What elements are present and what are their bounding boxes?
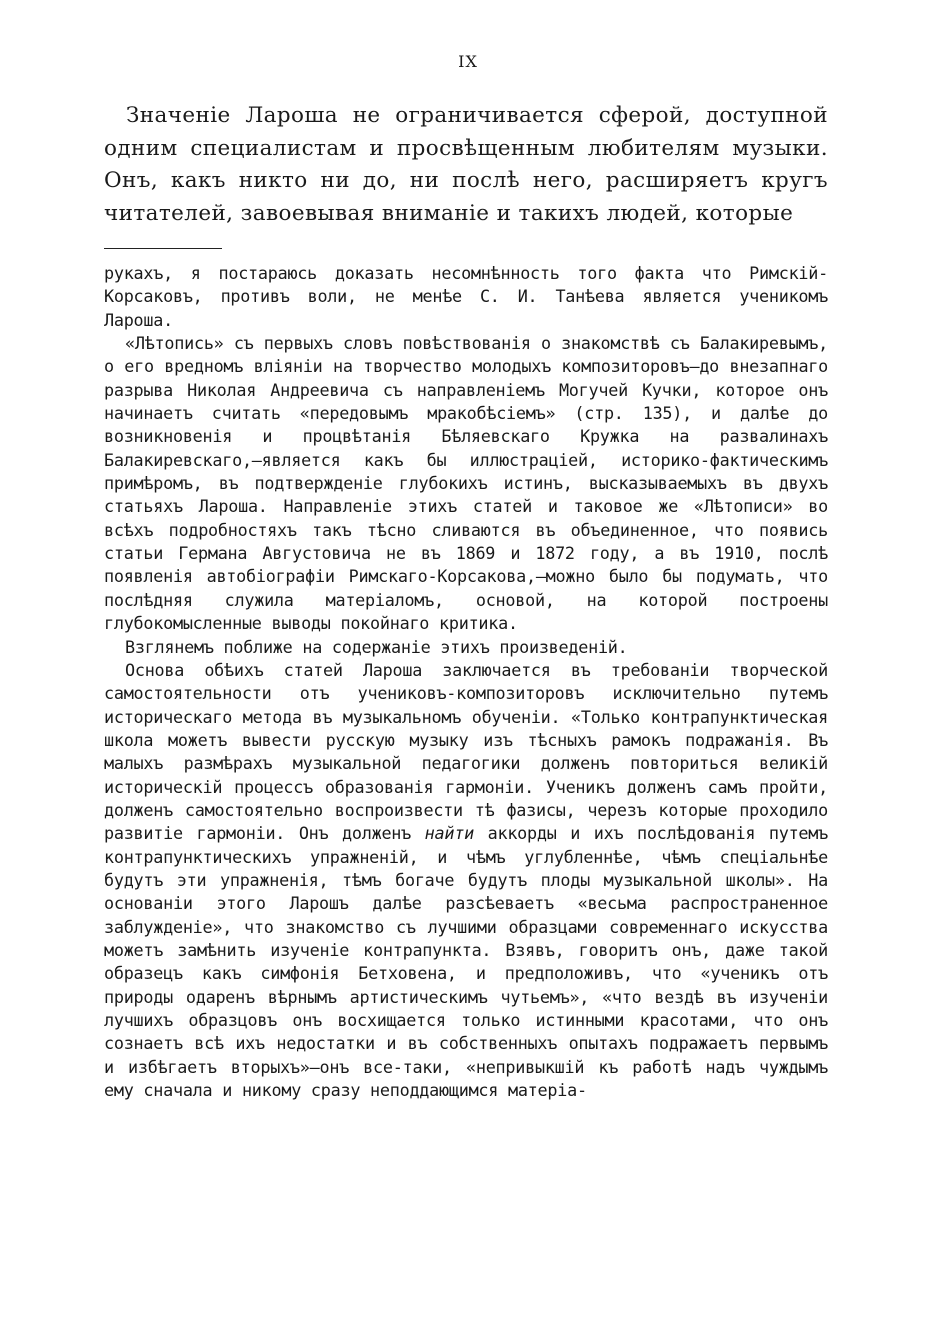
- body-paragraph: Значеніе Лароша не ограничивается сферой, доступной одним специалистам и просвѣщенным любителям музыки. Онъ, какъ никто ни до, ни послѣ него, расширяетъ кругъ читателей, завоевывая вниманіе и такихъ людей, которые: [104, 103, 828, 226]
- footnote-separator: [104, 248, 222, 249]
- footnote-text: Основа обѣихъ статей Лароша заключается въ требованіи творческой самостоятельности отъ учениковъ-композиторовъ исключительно путемъ историческаго метода въ музыкальномъ обученіи. «Только контрапунктическая школа можетъ вывести русскую музыку изъ тѣсныхъ рамокъ подражанія. Въ малыхъ размѣрахъ музыкальной педагогики долженъ повториться великій историческій процессъ образованія гармоніи. Ученикъ долженъ самъ пройти, долженъ самостоятельно воспроизвести тѣ фазисы, черезъ которые проходило развитіе гармоніи. Онъ долженъ: [104, 659, 828, 844]
- footnote-paragraph-continuation: рукахъ, я постараюсь доказать несомнѣнность того факта что Римскій-Корсаковъ, противъ воли, не менѣе С. И. Танѣева является ученикомъ Лароша.: [104, 263, 828, 330]
- footnote-text: аккорды и ихъ послѣдованія путемъ контрапунктическихъ упражненій, и чѣмъ углубленнѣе, чѣмъ спеціальнѣе будутъ эти упражненія, тѣмъ богаче будутъ плоды музыкальной школы». На основаніи этого Ларошъ далѣе разсѣеваетъ «весьма распространенное заблужденіе», что знакомство съ лучшими образцами современнаго искусства можетъ замѣнить изученіе контрапункта. Взявъ, говоритъ онъ, даже такой образецъ какъ симфонія Бетховена, и предположивъ, что «ученикъ отъ природы одаренъ вѣрнымъ артистическимъ чутьемъ», «что вездѣ въ изученіи лучшихъ образцовъ онъ восхищается только истинными красотами, что онъ сознаетъ всѣ ихъ недостатки и въ собственныхъ опытахъ подражаетъ первымъ и избѣгаетъ вторыхъ»—онъ все-таки, «непривыкшій къ работѣ надъ чуждымъ ему сначала и никому сразу неподдающимся матеріа-: [104, 823, 828, 1101]
- footnote-paragraph: [104, 659, 828, 1103]
- emphasized-word: найти: [424, 823, 474, 844]
- page-number: IX: [458, 52, 478, 71]
- main-body-text: [104, 100, 828, 230]
- footnote-paragraph: «Лѣтопись» съ первыхъ словъ повѣствованія о знакомствѣ съ Балакиревымъ, о его вредномъ вліяніи на творчество молодыхъ композиторовъ—до внезапнаго разрыва Николая Андреевича съ направленіемъ Могучей Кучки, которое онъ начинаетъ считать «передовымъ мракобѣсіемъ» (стр. 135), и далѣе до возникновенія и процвѣтанія Бѣляевскаго Кружка на развалинахъ Балакиревскаго,—является какъ бы иллюстраціей, историко-фактическимъ примѣромъ, въ подтвержденіе глубокихъ истинъ, высказываемыхъ въ двухъ статьяхъ Лароша. Направленіе этихъ статей и таковое же «Лѣтописи» во всѣхъ подробностяхъ такъ тѣсно сливаются въ объединенное, что появись статьи Германа Августовича не въ 1869 и 1872 году, а въ 1910, послѣ появленія автобіографіи Римскаго-Корсакова,—можно было бы подумать, что послѣдняя служила матеріаломъ, основой, на которой построены глубокомысленные выводы покойнаго критика.: [104, 333, 828, 634]
- footnote-paragraph: Взглянемъ поближе на содержаніе этихъ произведеній.: [125, 636, 628, 657]
- footnote-block: [104, 262, 828, 1102]
